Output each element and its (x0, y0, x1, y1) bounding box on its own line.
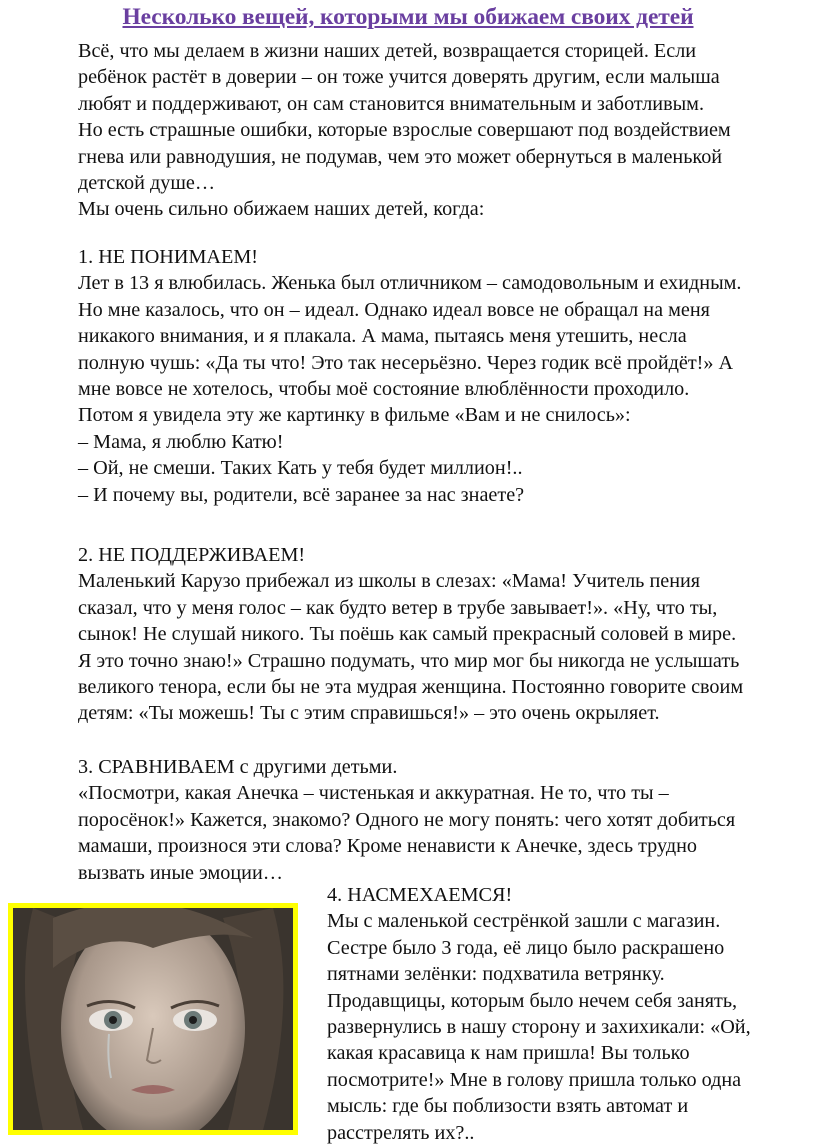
text-line: ребёнок растёт в доверии – он тоже учится доверять другим, если малыша (78, 66, 720, 89)
text-line: поросёнок!» Кажется, знакомо? Одного не могу понять: чего хотят добиться (78, 808, 736, 831)
text-line: – Мама, я люблю Катю! (78, 430, 284, 453)
text-line: расстрелять их?.. (327, 1121, 475, 1144)
text-line: детям: «Ты можешь! Ты с этим справишься!» – это очень окрыляет. (78, 702, 660, 725)
photo-frame (8, 903, 298, 1135)
text-line: сынок! Не слушай никого. Ты поёшь как самый прекрасный соловей в мире. (78, 623, 737, 646)
text-line: пятнами зелёнки: подхватила ветрянку. (327, 963, 665, 986)
text-line: Всё, что мы делаем в жизни наших детей, возвращается сторицей. Если (78, 40, 697, 62)
crying-girl-photo (13, 908, 293, 1130)
text-line: Сестре было 3 года, её лицо было раскрашено (327, 936, 725, 959)
section-heading: 3. СРАВНИВАЕМ с другими детьми. (78, 756, 398, 778)
text-line: Продавщицы, которым было нечем себя занять, (327, 989, 738, 1012)
section-not-support (78, 542, 804, 727)
text-line: Мы очень сильно обижаем наших детей, когда: (78, 198, 485, 221)
text-line: никакого внимания, и я плакала. А мама, пытаясь меня утешить, несла (78, 325, 687, 348)
section-mock (327, 882, 807, 1146)
text-line: Но есть страшные ошибки, которые взрослые совершают под воздействием (78, 119, 731, 142)
section-not-understand (78, 244, 804, 508)
text-line: любят и поддерживают, он сам становится внимательным и заботливым. (78, 92, 705, 115)
text-line: – И почему вы, родители, всё заранее за нас знаете? (78, 483, 525, 506)
section-heading: 4. НАСМЕХАЕМСЯ! (327, 884, 513, 906)
intro-paragraph (78, 38, 804, 223)
text-line: мне вовсе не хотелось, чтобы моё состояние влюблённости проходило. (78, 377, 690, 400)
text-line: полную чушь: «Да ты что! Это так несерьёзно. Через годик всё пройдёт!» А (78, 351, 734, 374)
text-line: «Посмотри, какая Анечка – чистенькая и аккуратная. Не то, что ты – (78, 782, 669, 805)
text-line: мамаши, произнося эти слова? Кроме ненависти к Анечке, здесь трудно (78, 835, 697, 858)
text-line: сказал, что у меня голос – как будто ветер в трубе завывает!». «Ну, что ты, (78, 596, 718, 619)
text-line: – Ой, не смеши. Таких Кать у тебя будет миллион!.. (78, 457, 523, 480)
text-line: Мы с маленькой сестрёнкой зашли с магазин. (327, 910, 721, 933)
text-line: вызвать иные эмоции… (78, 861, 283, 884)
text-line: развернулись в нашу сторону и захихикали: «Ой, (327, 1015, 751, 1038)
page-title: Несколько вещей, которыми мы обижаем своих детей (122, 4, 694, 30)
text-line: мысль: где бы поблизости взять автомат и (327, 1095, 689, 1118)
section-compare (78, 754, 804, 886)
text-line: Но мне казалось, что он – идеал. Однако идеал вовсе не обращал на меня (78, 298, 710, 321)
text-line: Потом я увидела эту же картинку в фильме «Вам и не снилось»: (78, 404, 631, 427)
section-heading: 2. НЕ ПОДДЕРЖИВАЕМ! (78, 544, 306, 566)
text-line: великого тенора, если бы не эта мудрая женщина. Постоянно говорите своим (78, 675, 744, 698)
section-heading: 1. НЕ ПОНИМАЕМ! (78, 246, 258, 268)
text-line: детской душе… (78, 171, 216, 194)
text-line: посмотрите!» Мне в голову пришла только одна (327, 1068, 742, 1091)
text-line: Маленький Карузо прибежал из школы в слезах: «Мама! Учитель пения (78, 570, 701, 593)
text-line: Лет в 13 я влюбилась. Женька был отличником – самодовольным и ехидным. (78, 272, 742, 295)
text-line: гнева или равнодушия, не подумав, чем это может обернуться в маленькой (78, 145, 723, 168)
text-line: какая красавица к нам пришла! Вы только (327, 1042, 690, 1065)
girl-face-illustration (13, 908, 293, 1130)
text-line: Я это точно знаю!» Страшно подумать, что мир мог бы никогда не услышать (78, 649, 740, 672)
